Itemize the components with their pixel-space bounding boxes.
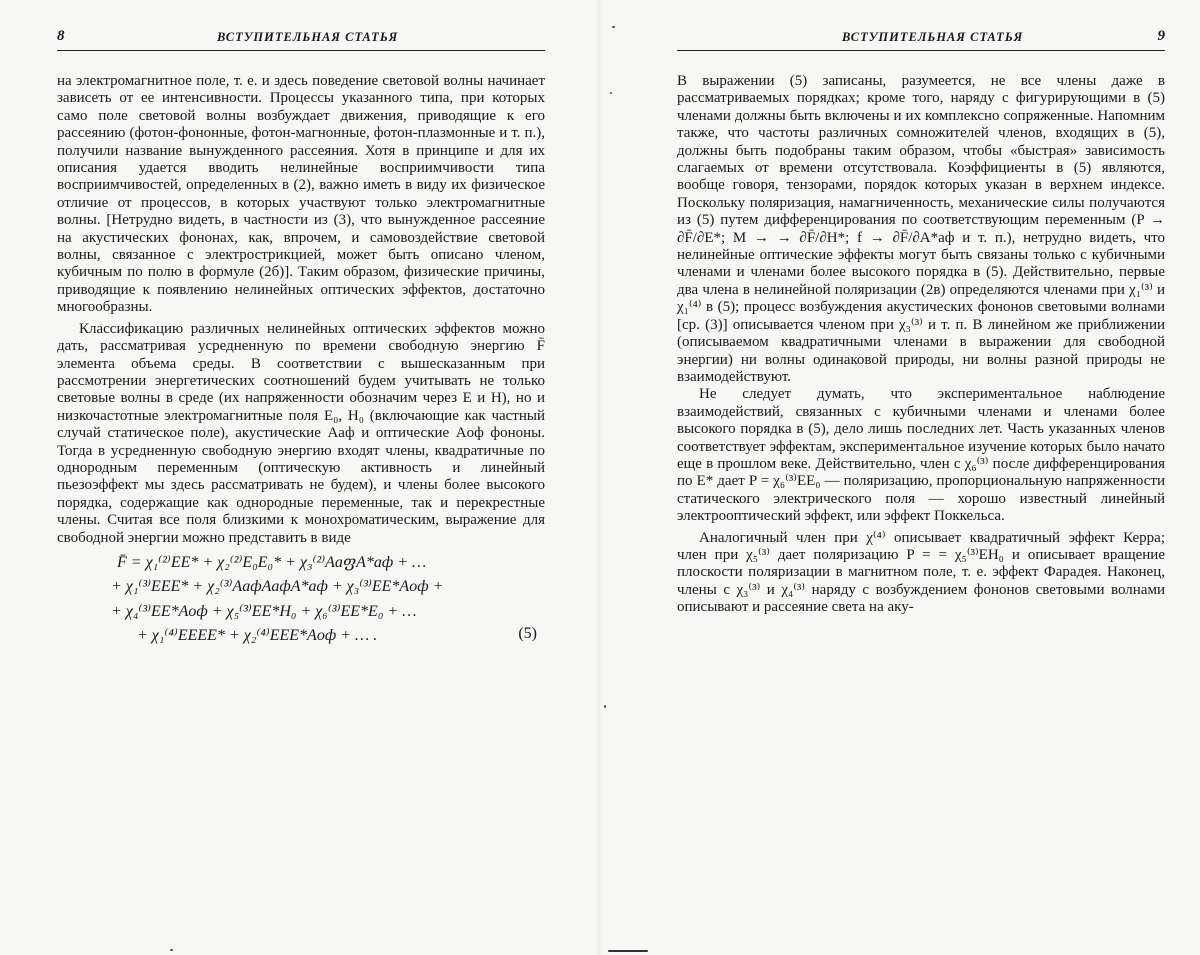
- left-page-number: 8: [57, 28, 65, 44]
- right-page: [600, 0, 1200, 955]
- right-page-header: [677, 28, 1165, 51]
- equation-line-1: F̄ = χ₁⁽²⁾EE* + χ₂⁽²⁾E₀E₀* + χ₃⁽²⁾AаფA*аф + …: [117, 553, 427, 571]
- free-energy-equation: [57, 551, 545, 649]
- equation-number: (5): [518, 625, 537, 643]
- right-text-column: [677, 73, 1165, 617]
- right-paragraph-3: Аналогичный член при χ⁽⁴⁾ описывает квадратичный эффект Керра; член при χ₅⁽³⁾ дает поляризацию P = = χ₅⁽³⁾EH₀ и описывает вращение плоскости поляризации в магнитном поле, т. е. эффект Фарадея. Наконец, члены с χ₃⁽³⁾ и χ₄⁽³⁾ наряду с возбуждением фононов световыми волнами описывают и рассеяние света на аку-: [677, 529, 1165, 616]
- left-running-head: ВСТУПИТЕЛЬНАЯ СТАТЬЯ: [217, 30, 399, 44]
- equation-line-2: + χ₁⁽³⁾EEE* + χ₂⁽³⁾AафAафA*аф + χ₃⁽³⁾EE*Aоф +: [111, 578, 444, 596]
- left-paragraph-1: на электромагнитное поле, т. е. и здесь поведение световой волны начинает зависеть от ее интенсивности. Процессы указанного типа, при которых само поле световой волны возбуждает движения, приводящие к его рассеянию (фотон-фононные, фотон-магнонные, фотон-плазмонные и т. п.), получили название вынужденного рассеяния. Хотя в принципе и для их описания удается вводить нелинейные восприимчивости типа восприимчивостей, определенных в (2), важно иметь в виду их физическое отличие от процессов, в которых участвуют только электромагнитные волны. [Нетрудно видеть, в частности из (3), что вынужденное рассеяние на акустических фононах, как, впрочем, и самовоздействие световой волны, связанное с электрострикцией, может быть описано членом, кубичным по полю в формуле (2б)]. Таким образом, физические причины, приводящие к появлению нелинейных оптических эффектов, достаточно многообразны.: [57, 73, 545, 316]
- scan-speck: [170, 949, 173, 951]
- right-paragraph-1: В выражении (5) записаны, разумеется, не все члены даже в рассматриваемых порядках; кроме того, наряду с фигурирующими в (5) членами должны быть включены и их комплексно сопряженные. Напомним также, что частоты различных сомножителей членов, входящих в (5), должны быть подобраны таким образом, чтобы «быстрая» зависимость слагаемых от времени отсутствовала. Коэффициенты в (5) являются, вообще говоря, тензорами, порядок которых указан в верхнем индексе. Поскольку поляризация, намагниченность, механические силы получаются из (5) путем дифференцирования по соответствующим переменным (P → ∂F̄/∂E*; M → → ∂F̄/∂H*; f → ∂F̄/∂A*аф и т. п.), нетрудно видеть, что нелинейные оптические эффекты могут быть связаны только с кубичными членами и членами более высокого порядка в (5). Действительно, первые два члена в нелинейной поляризации (2в) определяются членами при χ₁⁽³⁾ и χ₁⁽⁴⁾ в (5); процесс возбуждения акустических фононов световыми волнами [ср. (3)] описывается членом при χ₃⁽³⁾ и т. п. В линейном же приближении (описываемом квадратичными членами в выражении для свободной энергии) ни волны одинаковой природы, ни волны разной природы не взаимодействуют.: [677, 73, 1165, 385]
- scan-speck: [610, 92, 612, 94]
- right-paragraph-2: Не следует думать, что экспериментальное наблюдение взаимодействий, связанных с кубичными членами и членами более высокого порядка в (5), дело лишь последних лет. Часть указанных членов соответствует эффектам, экспериментальное изучение которых было начато еще в прошлом веке. Действительно, член с χ₆⁽³⁾ после дифференцирования по E* дает P = χ₆⁽³⁾EE₀ — поляризацию, пропорциональную напряженности статического электрического поля — хорошо известный линейный электрооптический эффект, или эффект Поккельса.: [677, 386, 1165, 525]
- equation-line-4: + χ₁⁽⁴⁾EEEE* + χ₂⁽⁴⁾EEE*Aоф + … .: [137, 627, 378, 645]
- left-paragraph-2: Классификацию различных нелинейных оптических эффектов можно дать, рассматривая усредненную по времени свободную энергию F̄ элемента объема среды. В соответствии с вышесказанным при рассмотрении энергетических соотношений будем учитывать не только световые волны в среде (их напряженности обозначим через E и H), но и низкочастотные электромагнитные поля E₀, H₀ (включающие как частный случай статическое поле), акустические Aаф и оптические Aоф фононы. Тогда в усредненную свободную энергию входят члены, квадратичные по однородным переменным (оптическую активность и линейный пьезоэффект мы здесь рассматривать не будем), и члены более высокого порядка, содержащие как однородные переменные, так и перекрестные члены. Считая все поля близкими к монохроматическим, выражение для свободной энергии можно представить в виде: [57, 320, 545, 546]
- scan-speck: [612, 26, 615, 28]
- equation-line-3: + χ₄⁽³⁾EE*Aоф + χ₅⁽³⁾EE*H₀ + χ₆⁽³⁾EE*E₀ + …: [111, 602, 417, 620]
- left-text-column: [57, 73, 545, 649]
- right-page-number: 9: [1157, 28, 1165, 44]
- scan-edge-mark: [608, 950, 648, 952]
- scan-speck: [604, 705, 606, 708]
- left-page-header: [57, 28, 545, 51]
- right-running-head: ВСТУПИТЕЛЬНАЯ СТАТЬЯ: [842, 30, 1024, 44]
